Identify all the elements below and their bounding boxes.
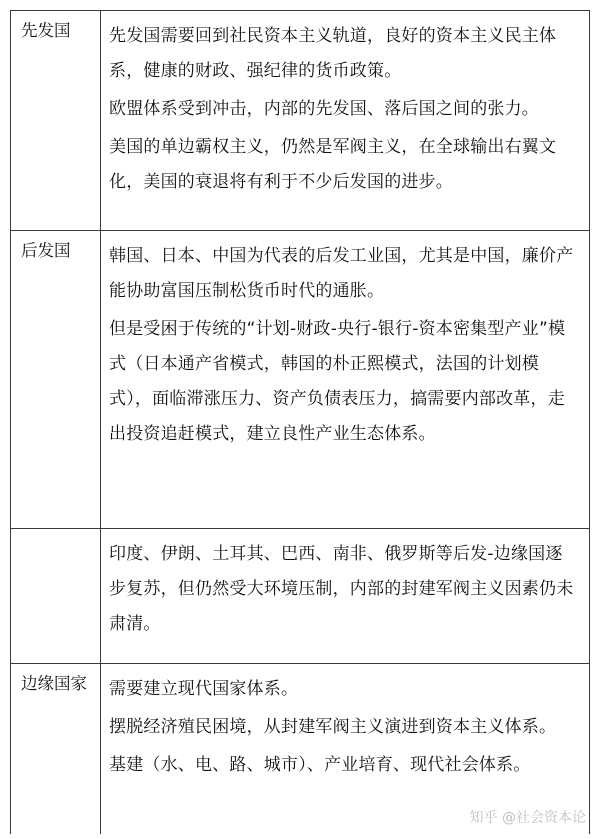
row-label-cell bbox=[11, 664, 101, 834]
table-row bbox=[11, 529, 590, 664]
paragraph: 先发国需要回到社民资本主义轨道，良好的资本主义民主体系，健康的财政、强纪律的货币政策。 bbox=[109, 26, 557, 81]
paragraph: 基建（水、电、路、城市）、产业培育、现代社会体系。 bbox=[109, 755, 531, 775]
table-row bbox=[11, 11, 590, 231]
row-label: 后发国 bbox=[21, 241, 71, 260]
paragraph: 摆脱经济殖民困境，从封建军阀主义演进到资本主义体系。 bbox=[109, 717, 557, 737]
paragraph: 印度、伊朗、土耳其、巴西、南非、俄罗斯等后发-边缘国逐步复苏，但仍然受大环境压制，内部的封建军阀主义因素仍未肃清。 bbox=[109, 544, 574, 634]
row-content-cell bbox=[101, 11, 590, 231]
row-label-cell bbox=[11, 11, 101, 231]
row-label-cell bbox=[11, 529, 101, 664]
paragraph: 但是受困于传统的“计划-财政-央行-银行-资本密集型产业”模式（日本通产省模式，韩国的朴正熙模式，法国的计划模式），面临滞涨压力、资产负债表压力，搞需要内部改革，走出投资追赶模式，建立良性产业生态体系。 bbox=[109, 319, 566, 444]
row-content-cell bbox=[101, 231, 590, 529]
paragraph: 美国的单边霸权主义，仍然是军阀主义，在全球输出右翼文化，美国的衰退将有利于不少后发国的进步。 bbox=[109, 137, 557, 192]
paragraph: 欧盟体系受到冲击，内部的先发国、落后国之间的张力。 bbox=[109, 99, 539, 119]
paragraph: 韩国、日本、中国为代表的后发工业国，尤其是中国，廉价产能协助富国压制松货币时代的通胀。 bbox=[109, 246, 574, 301]
row-label: 边缘国家 bbox=[21, 674, 87, 693]
table-row bbox=[11, 231, 590, 529]
row-content-cell bbox=[101, 529, 590, 664]
watermark: 知乎 @社会资本论 bbox=[469, 810, 586, 826]
row-label bbox=[11, 529, 100, 538]
document-table bbox=[10, 10, 590, 834]
paragraph: 需要建立现代国家体系。 bbox=[109, 679, 299, 699]
row-label: 先发国 bbox=[21, 21, 71, 40]
row-label-cell bbox=[11, 231, 101, 529]
